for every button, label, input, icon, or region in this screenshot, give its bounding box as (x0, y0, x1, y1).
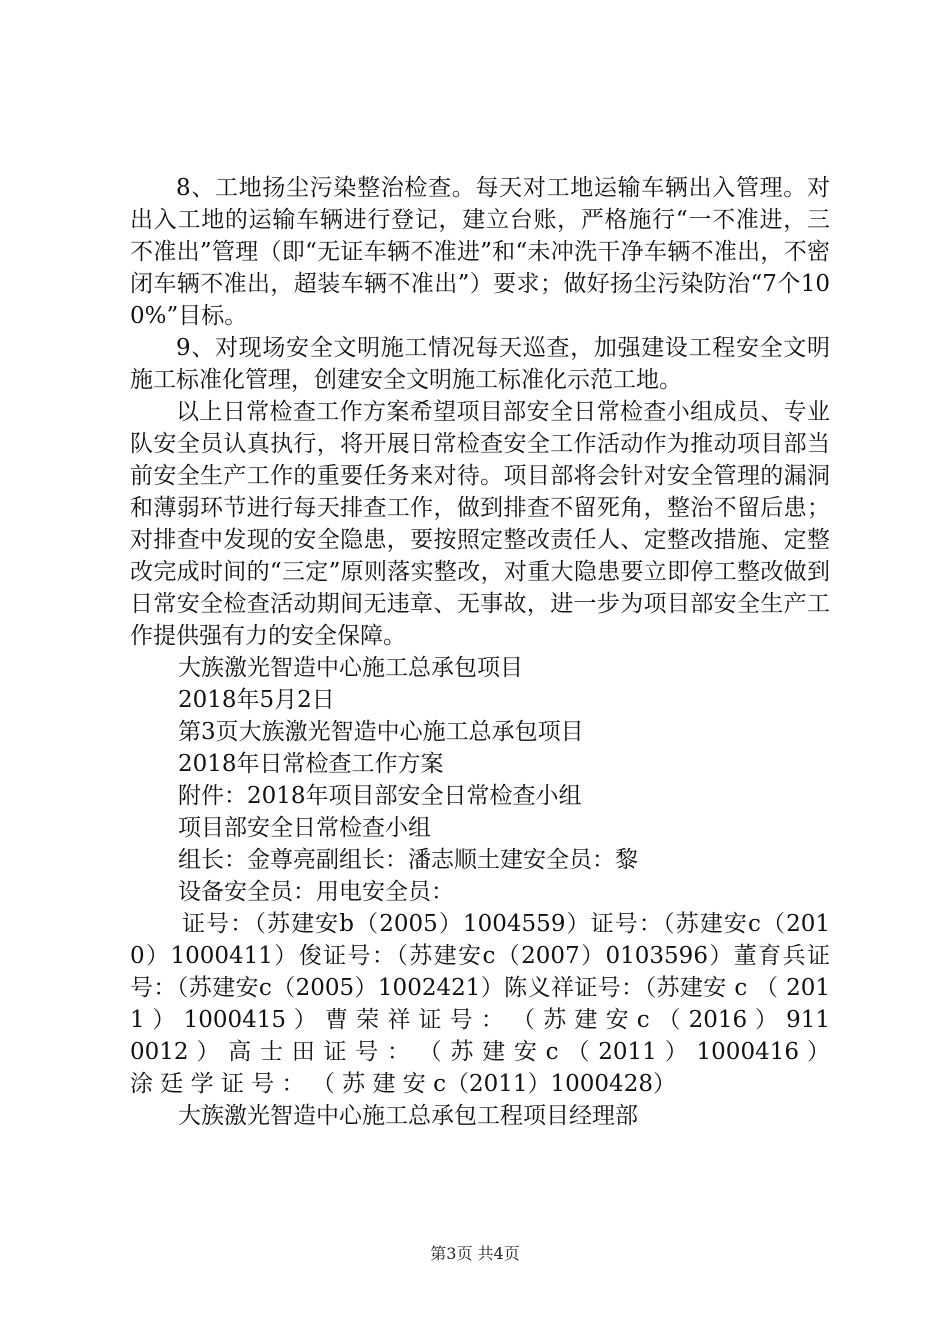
page-project-line: 第3页大族激光智造中心施工总承包项目 (178, 719, 584, 745)
paragraph-dust-inspection: 8、工地扬尘污染整治检查。每天对工地运输车辆出入管理。对出入工地的运输车辆进行登记，建立台账，严格施行“一不准进，三不准出”管理（即“无证车辆不准进”和“未冲洗干净车辆不准出，不密闭车辆不准出，超装车辆不准出”）要求；做好扬尘污染防治“7个100%”目标。 (130, 175, 830, 329)
document-body (130, 172, 830, 1132)
group-leaders-line: 组长：金尊亮副组长：潘志顺土建安全员：黎 (178, 847, 638, 873)
group-title-line: 项目部安全日常检查小组 (178, 815, 431, 841)
certificate-list: 证号：（苏建安b（2005）1004559）证号：（苏建安c（2010）1000411）俊证号：（苏建安c（2007）0103596）董育兵证号：（苏建安c（2005）1002421）陈义祥证号：（苏建安 c （ 2011 ） 1000415 ） 曹 荣 祥 证 号 ： （ 苏 建 安 c （ 2016 ） 9110012 ） 高 士 田 证 号 ： （ 苏 建 安 c （ 2011 ） 1000416 ） 涂 廷 学 证 号 ： （ 苏 建 安 c（2011）1000428） (130, 911, 830, 1097)
date-line: 2018年5月2日 (178, 687, 335, 713)
safety-officers-line: 设备安全员：用电安全员： (178, 879, 454, 905)
paragraph-summary: 以上日常检查工作方案希望项目部安全日常检查小组成员、专业队安全员认真执行，将开展日常检查安全工作活动作为推动项目部当前安全生产工作的重要任务来对待。项目部将会针对安全管理的漏洞和薄弱环节进行每天排查工作，做到排查不留死角，整治不留后患；对排查中发现的安全隐患，要按照定整改责任人、定整改措施、定整改完成时间的“三定”原则落实整改，对重大隐患要立即停工整改做到日常安全检查活动期间无违章、无事故，进一步为项目部安全生产工作提供强有力的安全保障。 (130, 399, 830, 649)
plan-title-line: 2018年日常检查工作方案 (178, 751, 444, 777)
closing-department-line: 大族激光智造中心施工总承包工程项目经理部 (178, 1103, 638, 1129)
page-footer: 第3页 共4页 (430, 1244, 520, 1263)
paragraph-site-patrol: 9、对现场安全文明施工情况每天巡查，加强建设工程安全文明施工标准化管理，创建安全文明施工标准化示范工地。 (130, 335, 830, 393)
attachment-line: 附件：2018年项目部安全日常检查小组 (178, 783, 582, 809)
project-name-line: 大族激光智造中心施工总承包项目 (178, 655, 523, 681)
